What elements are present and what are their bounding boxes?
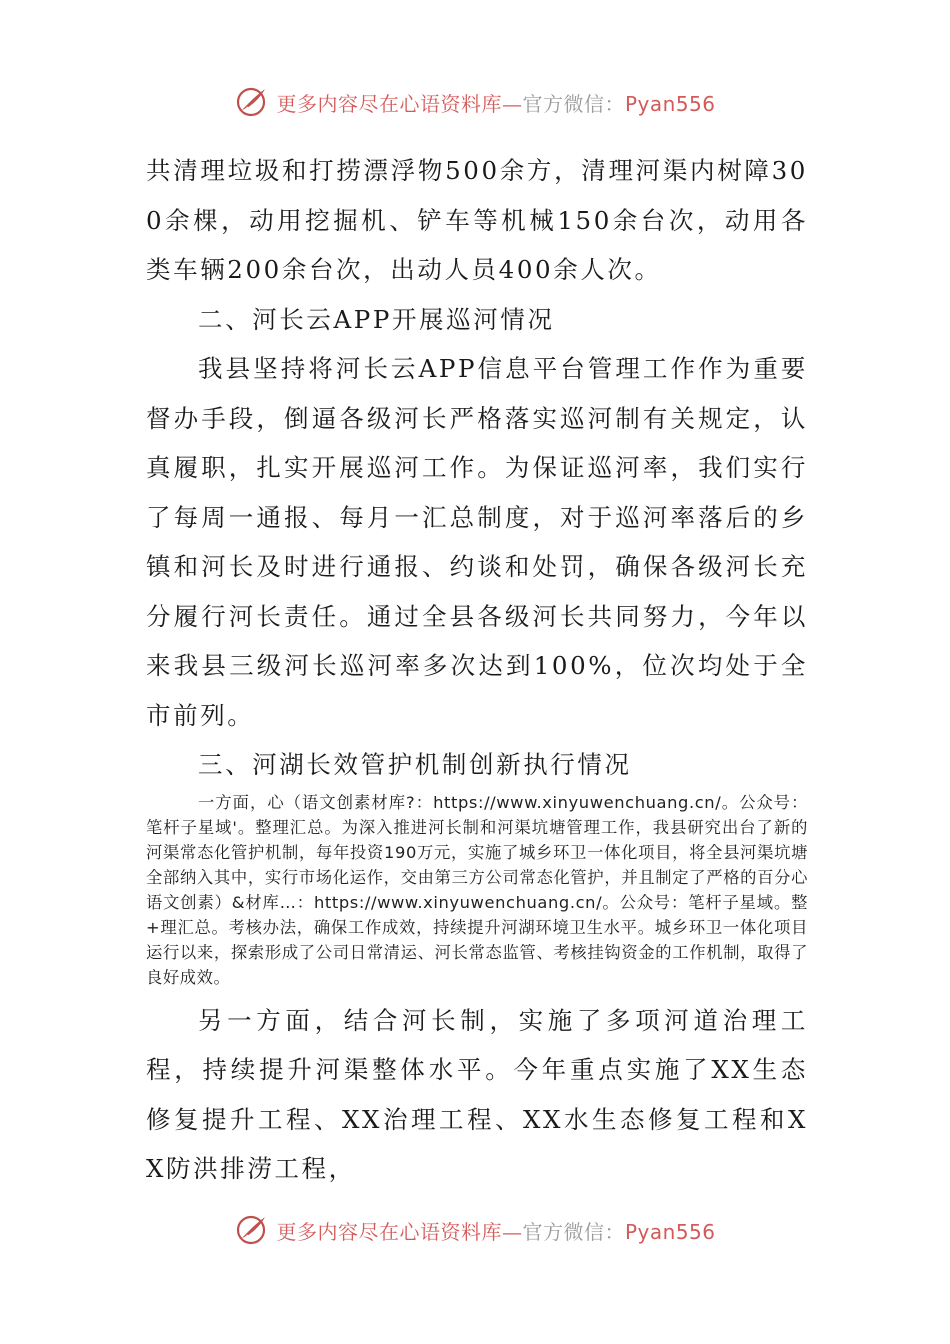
document-body	[146, 146, 808, 1194]
paragraph-app-patrol: 我县坚持将河长云APP信息平台管理工作作为重要督办手段，倒逼各级河长严格落实巡河制有关规定，认真履职，扎实开展巡河工作。为保证巡河率，我们实行了每周一通报、每月一汇总制度，对于巡河率落后的乡镇和河长及时进行通报、约谈和处罚，确保各级河长充分履行河长责任。通过全县各级河长共同努力，今年以来我县三级河长巡河率多次达到100%，位次均处于全市前列。	[146, 354, 808, 730]
banner-official-label: 官方微信：	[522, 1219, 625, 1244]
quill-circle-logo-icon	[234, 84, 270, 120]
header-watermark-banner	[0, 80, 950, 124]
quill-circle-logo-icon	[234, 1212, 270, 1248]
banner-text	[276, 88, 715, 117]
banner-official-label: 官方微信：	[522, 91, 625, 116]
section-heading-2: 二、河长云APP开展巡河情况	[198, 304, 555, 334]
banner-separator: —	[501, 1219, 523, 1244]
banner-wechat-id: Pyan556	[624, 1219, 716, 1244]
section-heading-3: 三、河湖长效管护机制创新执行情况	[198, 750, 632, 779]
banner-main-text: 更多内容尽在心语资料库	[276, 1219, 502, 1244]
banner-main-text: 更多内容尽在心语资料库	[276, 91, 502, 116]
banner-wechat-id: Pyan556	[624, 91, 716, 116]
banner-separator: —	[501, 91, 523, 116]
footer-watermark-banner	[0, 1208, 950, 1252]
paragraph-management-mechanism: 一方面，心（语文创素材库?：https://www.xinyuwenchuang.cn/。公众号：笔杆子星域'。整理汇总。为深入推进河长制和河渠坑塘管理工作，我县研究出台了新的河渠常态化管护机制，每年投资190万元，实施了城乡环卫一体化项目，将全县河渠坑塘全部纳入其中，实行市场化运作，交由第三方公司常态化管护，并且制定了严格的百分心语文创素）&材库…：https://www.xinyuwenchuang.cn/。公众号：笔杆子星域。整+理汇总。考核办法，确保工作成效，持续提升河湖环境卫生水平。城乡环卫一体化项目运行以来，探索形成了公司日常清运、河长常态监管、考核挂钩资金的工作机制，取得了良好成效。	[146, 792, 808, 987]
paragraph-river-projects: 另一方面，结合河长制，实施了多项河道治理工程，持续提升河渠整体水平。今年重点实施了XX生态修复提升工程、XX治理工程、XX水生态修复工程和XX防洪排涝工程，	[146, 1005, 808, 1183]
paragraph-cleanup-stats: 共清理垃圾和打捞漂浮物500余方，清理河渠内树障300余棵，动用挖掘机、铲车等机械150余台次，动用各类车辆200余台次，出动人员400余人次。	[146, 156, 808, 284]
banner-text	[276, 1216, 715, 1245]
